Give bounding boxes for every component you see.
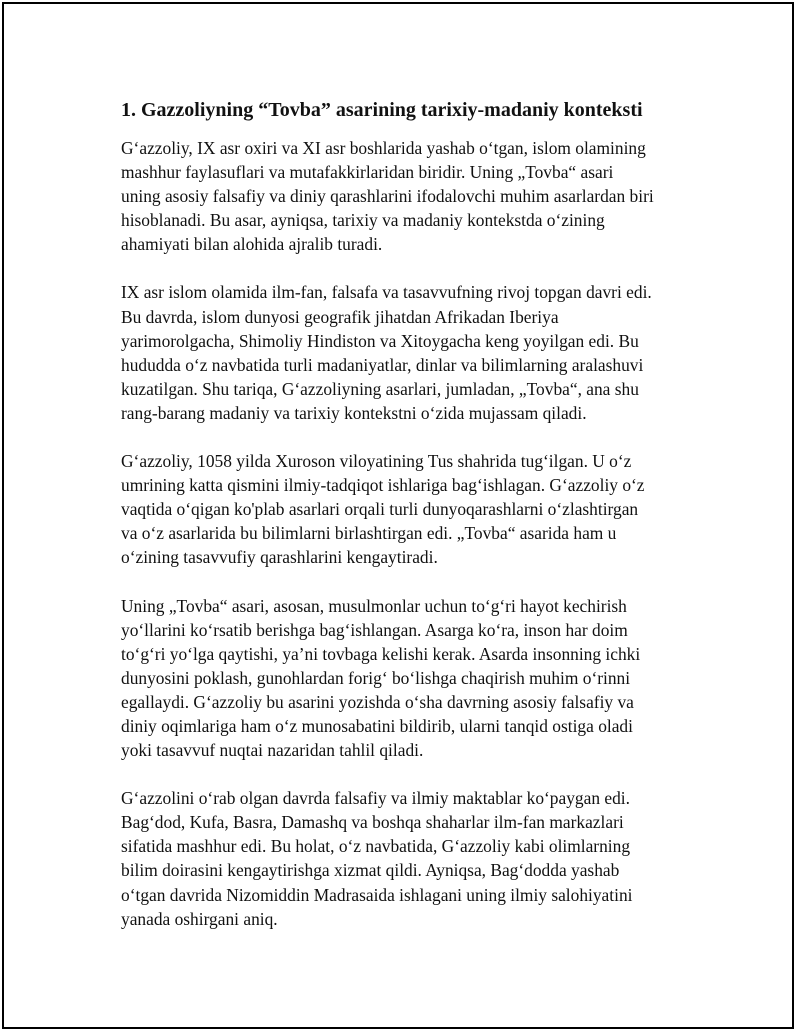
paragraph-line: yoki tasavvuf nuqtai nazaridan tahlil qiladi.: [121, 740, 424, 761]
paragraph-line: rang-barang madaniy va tarixiy kontekstni o‘zida mujassam qiladi.: [121, 402, 587, 423]
paragraph-line: umrining katta qismini ilmiy-tadqiqot ishlariga bag‘ishlagan. G‘azzoliy o‘z: [121, 475, 645, 496]
paragraph-line: G‘azzoliy, IX asr oxiri va XI asr boshlarida yashab o‘tgan, islom olamining: [121, 138, 646, 158]
paragraph-line: yanada oshirgani aniq.: [121, 908, 278, 929]
paragraph-line: IX asr islom olamida ilm-fan, falsafa va tasavvufning rivoj topgan davri edi.: [121, 282, 652, 303]
paragraph-line: hisoblanadi. Bu asar, ayniqsa, tarixiy va madaniy kontekstda o‘zining: [121, 210, 605, 231]
paragraph-line: uning asosiy falsafiy va diniy qarashlarini ifodalovchi muhim asarlardan biri: [121, 186, 654, 207]
paragraph-4: [121, 594, 701, 763]
paragraph-line: G‘azzoliy, 1058 yilda Xuroson viloyatining Tus shahrida tug‘ilgan. U o‘z: [121, 451, 632, 472]
paragraph-line: diniy oqimlariga ham o‘z munosabatini bildirib, ularni tanqid ostiga oladi: [121, 715, 633, 736]
document-body: [121, 96, 701, 955]
page-frame: [2, 2, 794, 1029]
paragraph-2: [121, 280, 701, 425]
paragraph-line: hududda o‘z navbatida turli madaniyatlar, dinlar va bilimlarning aralashuvi: [121, 354, 644, 375]
paragraph-line: yarimorolgacha, Shimoliy Hindiston va Xitoygacha keng yoyilgan edi. Bu: [121, 330, 639, 351]
paragraph-line: vaqtida o‘qigan ko'plab asarlari orqali turli dunyoqarashlarni o‘zlashtirgan: [121, 499, 639, 520]
paragraph-line: mashhur faylasuflari va mutafakkirlaridan biridir. Uning „Tovba“ asari: [121, 162, 614, 183]
paragraph-line: kuzatilgan. Shu tariqa, G‘azzoliyning asarlari, jumladan, „Tovba“, ana shu: [121, 378, 639, 399]
paragraph-line: o‘tgan davrida Nizomiddin Madrasaida ishlagani uning ilmiy salohiyatini: [121, 884, 633, 905]
paragraph-3: [121, 449, 701, 569]
paragraph-line: sifatida mashhur edi. Bu holat, o‘z navbatida, G‘azzoliy kabi olimlarning: [121, 836, 631, 857]
paragraph-line: Uning „Tovba“ asari, asosan, musulmonlar uchun to‘g‘ri hayot kechirish: [121, 595, 627, 616]
paragraph-line: va o‘z asarlarida bu bilimlarni birlashtirgan edi. „Tovba“ asarida ham u: [121, 523, 617, 544]
paragraph-line: dunyosini poklash, gunohlardan forig‘ bo‘lishga chaqirish muhim o‘rinni: [121, 667, 631, 688]
paragraph-1: [121, 136, 701, 256]
paragraph-line: to‘g‘ri yo‘lga qaytishi, ya’ni tovbaga kelishi kerak. Asarda insonning ichki: [121, 643, 641, 664]
paragraph-5: [121, 786, 701, 931]
section-heading: 1. Gazzoliyning “Tovba” asarining tarixiy-madaniy konteksti: [121, 99, 643, 121]
paragraph-line: ahamiyati bilan alohida ajralib turadi.: [121, 234, 383, 255]
paragraph-line: bilim doirasini kengaytirishga xizmat qildi. Ayniqsa, Bag‘dodda yashab: [121, 860, 620, 881]
paragraph-line: Bag‘dod, Kufa, Basra, Damashq va boshqa shaharlar ilm-fan markazlari: [121, 812, 624, 833]
paragraph-line: G‘azzolini o‘rab olgan davrda falsafiy va ilmiy maktablar ko‘paygan edi.: [121, 788, 630, 809]
paragraph-line: Bu davrda, islom dunyosi geografik jihatdan Afrikadan Iberiya: [121, 306, 559, 327]
paragraph-line: o‘zining tasavvufiy qarashlarini kengaytiradi.: [121, 547, 438, 568]
paragraph-line: yo‘llarini ko‘rsatib berishga bag‘ishlangan. Asarga ko‘ra, inson har doim: [121, 619, 628, 640]
paragraph-line: egallaydi. G‘azzoliy bu asarini yozishda o‘sha davrning asosiy falsafiy va: [121, 691, 634, 712]
